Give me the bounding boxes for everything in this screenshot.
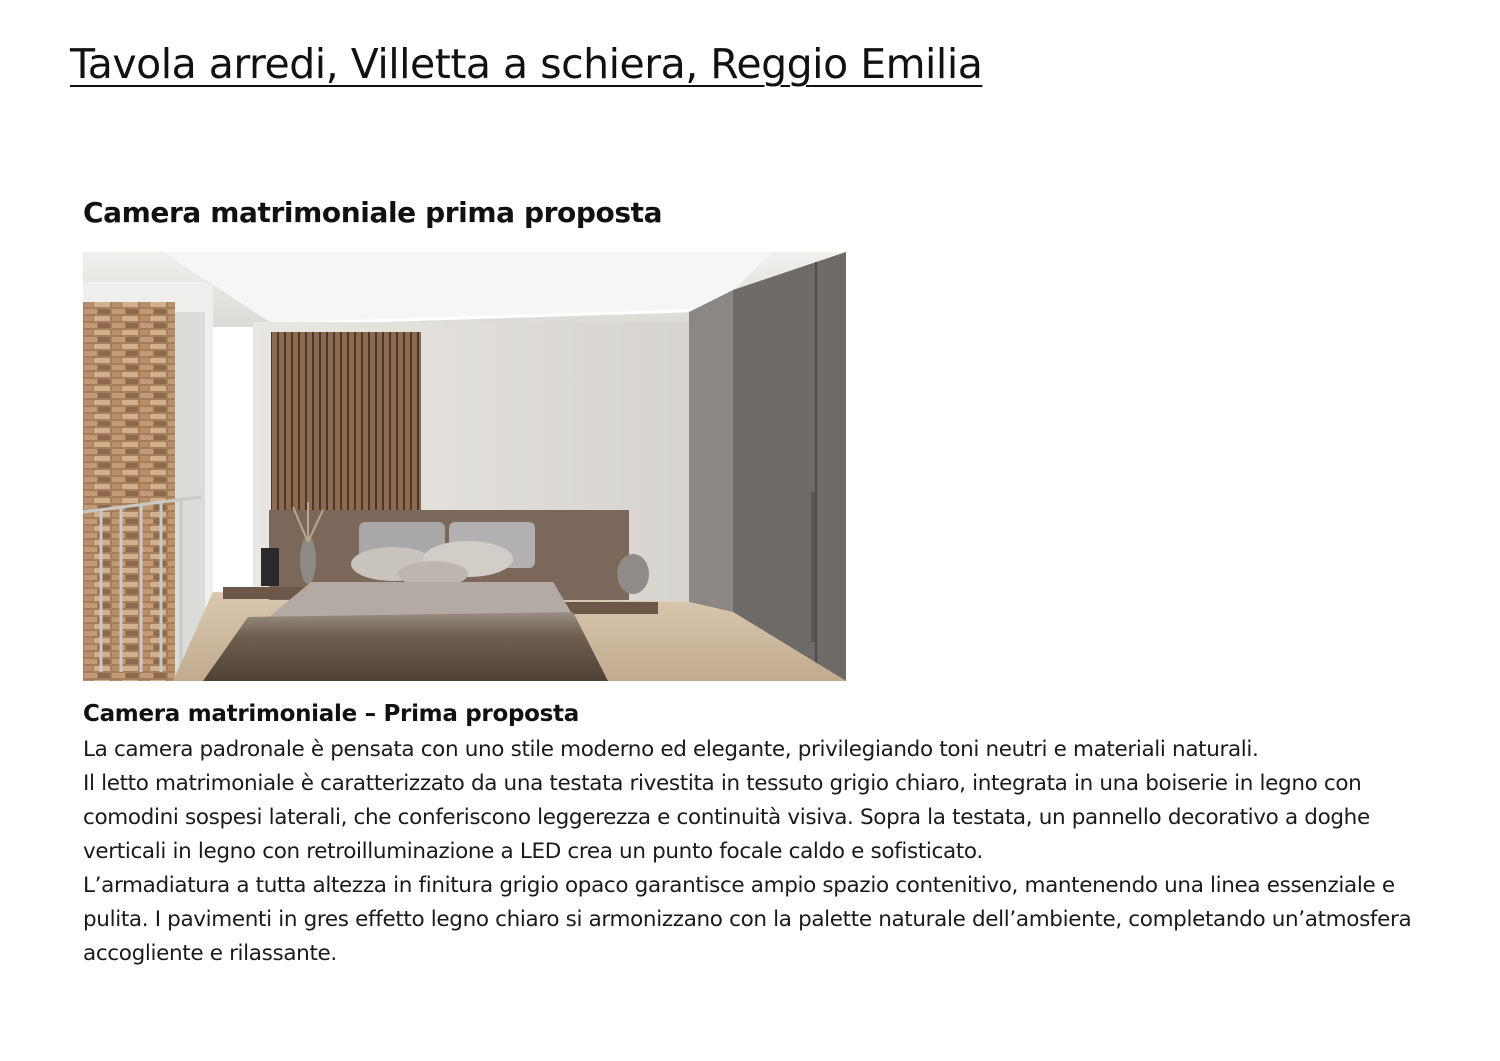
- bed-duvet: [203, 612, 608, 681]
- description-paragraph: La camera padronale è pensata con uno stile moderno ed elegante, privilegiando toni neutri e materiali naturali.: [83, 737, 1259, 762]
- caption-title: Camera matrimoniale – Prima proposta: [83, 701, 579, 727]
- vase-plant: [300, 536, 316, 584]
- slat-panel: [271, 332, 421, 532]
- wardrobe-front: [733, 252, 846, 681]
- table-lamp: [617, 554, 649, 594]
- section-heading: Camera matrimoniale prima proposta: [83, 196, 663, 229]
- wardrobe-side: [689, 290, 733, 612]
- description-paragraph: Il letto matrimoniale è caratterizzato da una testata rivestita in tessuto grigio chiaro, integrata in una boiserie in legno con comodini sospesi laterali, che conferiscono leggerezza e continuità visiva. Sopra la testata, un pannello decorativo a doghe verticali in legno con retroilluminazione a LED crea un punto focale caldo e sofisticato.: [83, 771, 1370, 864]
- wardrobe-handle: [811, 492, 815, 642]
- document-title: Tavola arredi, Villetta a schiera, Reggio Emilia: [70, 40, 983, 88]
- books: [261, 548, 279, 586]
- description-paragraph: L’armadiatura a tutta altezza in finitura grigio opaco garantisce ampio spazio contenitivo, mantenendo una linea essenziale e pulita. I pavimenti in gres effetto legno chiaro si armonizzano con la palette naturale dell’ambiente, completando un’atmosfera accogliente e rilassante.: [83, 873, 1412, 966]
- bedroom-render-image: [83, 252, 846, 681]
- description-text: [83, 733, 1453, 971]
